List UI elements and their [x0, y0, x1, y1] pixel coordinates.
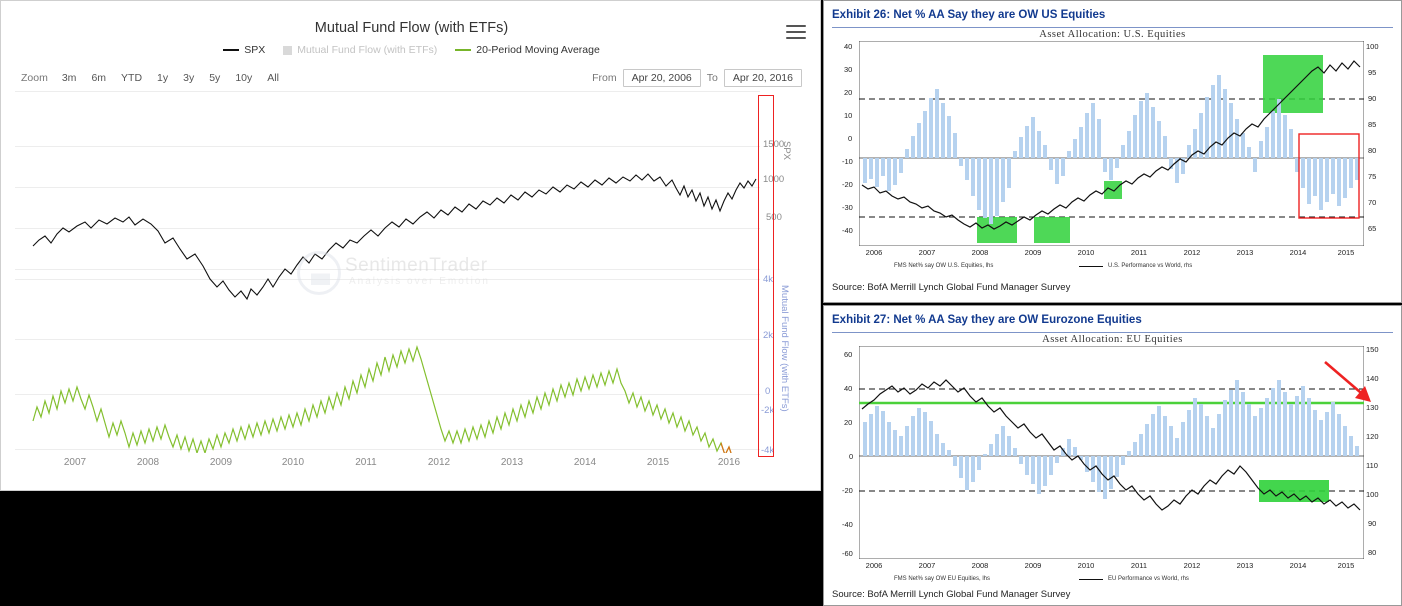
- legend-item-moving-average[interactable]: [455, 44, 600, 56]
- ex26-right-tick-100: 100: [1366, 42, 1379, 51]
- exhibit-26-divider: [832, 27, 1393, 28]
- watermark-logo-icon: [297, 251, 341, 295]
- zoom-option-3m[interactable]: 3m: [61, 72, 77, 84]
- ex27-right-tick-110: 110: [1366, 461, 1378, 470]
- x-tick-2014: 2014: [573, 457, 597, 468]
- flow-tick-4k: 4k: [763, 274, 774, 285]
- x-tick-2008: 2008: [136, 457, 160, 468]
- flow-tick-minus2k: -2k: [761, 405, 775, 416]
- ex26-x-2006: 2006: [865, 248, 883, 257]
- ex26-right-tick-65: 65: [1368, 224, 1377, 233]
- legend-label-fund-flow: Mutual Fund Flow (with ETFs): [297, 44, 438, 56]
- ex26-x-2011: 2011: [1130, 248, 1148, 257]
- mutual-fund-flow-chart-panel: [0, 0, 821, 491]
- ex27-right-tick-130: 130: [1366, 403, 1379, 412]
- ex26-right-tick-75: 75: [1368, 172, 1377, 181]
- date-range-controls: [592, 69, 802, 87]
- ex27-left-tick-m20: -20: [842, 486, 853, 495]
- ex27-chart-svg: [859, 346, 1364, 559]
- x-tick-2015: 2015: [646, 457, 670, 468]
- ex26-left-tick-40: 40: [844, 42, 853, 51]
- legend-swatch-moving-average: [455, 49, 471, 52]
- zoom-option-ytd[interactable]: YTD: [121, 72, 143, 84]
- ex26-right-tick-70: 70: [1368, 198, 1377, 207]
- axis-title-spx: SPX: [781, 141, 792, 161]
- ex27-left-tick-60: 60: [844, 350, 853, 359]
- zoom-option-6m[interactable]: 6m: [91, 72, 107, 84]
- x-tick-2016: 2016: [717, 457, 741, 468]
- ex27-left-tick-0: 0: [849, 452, 854, 461]
- x-tick-2011: 2011: [355, 457, 377, 468]
- ex26-right-tick-90: 90: [1368, 94, 1377, 103]
- flow-tick-2k: 2k: [763, 330, 774, 341]
- zoom-option-1y[interactable]: 1y: [157, 72, 169, 84]
- watermark-text: SentimenTrader: [345, 255, 488, 276]
- ex27-right-tick-80: 80: [1368, 548, 1377, 557]
- ex27-legend-line-swatch: [1079, 579, 1103, 580]
- ex27-footnote-line: EU Performance vs World, rhs: [1108, 576, 1189, 582]
- ex26-left-tick-m40: -40: [842, 226, 853, 235]
- ex27-left-tick-20: 20: [844, 418, 853, 427]
- x-tick-2007: 2007: [63, 457, 87, 468]
- ex26-x-2007: 2007: [918, 248, 936, 257]
- exhibit-27-source: Source: BofA Merrill Lynch Global Fund Manager Survey: [832, 589, 1071, 600]
- moving-average-line: [33, 347, 757, 453]
- ex27-x-2009: 2009: [1024, 561, 1042, 570]
- ex26-legend-line-swatch: [1079, 266, 1103, 267]
- spx-tick-500: 500: [766, 212, 782, 223]
- ex26-x-2014: 2014: [1289, 248, 1307, 257]
- legend-item-fund-flow[interactable]: [283, 44, 437, 56]
- ex27-x-2013: 2013: [1236, 561, 1254, 570]
- ex26-left-tick-10: 10: [844, 111, 853, 120]
- ex26-footnote-line: U.S. Performance vs World, rhs: [1108, 263, 1193, 269]
- ex26-left-tick-m30: -30: [842, 203, 853, 212]
- zoom-controls: [21, 70, 285, 86]
- ex26-x-2013: 2013: [1236, 248, 1254, 257]
- exhibit-26-source: Source: BofA Merrill Lynch Global Fund Manager Survey: [832, 282, 1071, 293]
- ex27-left-tick-40: 40: [844, 384, 853, 393]
- watermark-subtext: Analysis over Emotion: [349, 276, 490, 287]
- flow-tick-0: 0: [765, 386, 771, 397]
- hamburger-menu-icon[interactable]: [786, 25, 806, 39]
- ex27-right-tick-140: 140: [1366, 374, 1379, 383]
- spx-tick-1000: 1000: [763, 174, 785, 185]
- x-tick-2013: 2013: [500, 457, 524, 468]
- ex27-x-2006: 2006: [865, 561, 883, 570]
- ex27-x-2012: 2012: [1183, 561, 1201, 570]
- ex26-x-2015: 2015: [1337, 248, 1355, 257]
- ex27-right-tick-90: 90: [1368, 519, 1377, 528]
- ex26-left-tick-30: 30: [844, 65, 853, 74]
- legend-item-spx[interactable]: [223, 44, 265, 56]
- ex27-x-2007: 2007: [918, 561, 936, 570]
- exhibit-26-subtitle: Asset Allocation: U.S. Equities: [1039, 29, 1186, 40]
- chart-legend: [1, 44, 822, 56]
- ex26-right-tick-85: 85: [1368, 120, 1377, 129]
- from-label: From: [592, 72, 617, 84]
- ex27-x-2014: 2014: [1289, 561, 1307, 570]
- x-tick-2012: 2012: [427, 457, 451, 468]
- ex27-right-tick-150: 150: [1366, 345, 1379, 354]
- ex26-left-tick-20: 20: [844, 88, 853, 97]
- watermark: [297, 251, 557, 299]
- ex27-left-tick-m60: -60: [842, 549, 853, 558]
- x-tick-2010: 2010: [281, 457, 305, 468]
- ex26-left-tick-m10: -10: [842, 157, 853, 166]
- ex26-x-2009: 2009: [1024, 248, 1042, 257]
- exhibit-27-title: Exhibit 27: Net % AA Say they are OW Eurozone Equities: [832, 314, 1142, 326]
- zoom-option-all[interactable]: All: [267, 72, 279, 84]
- exhibit-26-panel: [823, 0, 1402, 303]
- to-date-input[interactable]: Apr 20, 2016: [724, 69, 802, 87]
- zoom-option-10y[interactable]: 10y: [235, 72, 253, 84]
- legend-label-moving-average: 20-Period Moving Average: [476, 44, 600, 56]
- page-title: Mutual Fund Flow (with ETFs): [314, 20, 509, 36]
- ex27-x-2010: 2010: [1077, 561, 1095, 570]
- highlight-box-recent-outflow: [758, 95, 774, 457]
- ex26-chart-svg: [859, 41, 1364, 246]
- red-arrow-icon: [1319, 358, 1389, 413]
- zoom-label: Zoom: [21, 72, 48, 84]
- flow-tick-minus4k: -4k: [761, 445, 775, 456]
- to-label: To: [706, 72, 718, 84]
- ex26-left-tick-m20: -20: [842, 180, 853, 189]
- from-date-input[interactable]: Apr 20, 2006: [623, 69, 701, 87]
- spx-tick-1500: 1500: [763, 139, 785, 150]
- ex26-x-2008: 2008: [971, 248, 989, 257]
- exhibit-27-subtitle: Asset Allocation: EU Equities: [1042, 334, 1183, 345]
- moving-average-recent-segment: [721, 443, 737, 453]
- legend-swatch-spx: [223, 49, 239, 51]
- exhibit-27-divider: [832, 332, 1393, 333]
- ex27-x-2008: 2008: [971, 561, 989, 570]
- ex26-right-tick-80: 80: [1368, 146, 1377, 155]
- ex26-left-tick-0: 0: [848, 134, 853, 143]
- legend-swatch-fund-flow: [283, 46, 292, 55]
- ex27-x-2011: 2011: [1130, 561, 1148, 570]
- ex26-footnote-bars: FMS Net% say OW U.S. Equities, lhs: [894, 263, 994, 269]
- ex26-right-tick-95: 95: [1368, 68, 1377, 77]
- ex26-x-2010: 2010: [1077, 248, 1095, 257]
- ex27-right-tick-100: 100: [1366, 490, 1379, 499]
- ex27-x-2015: 2015: [1337, 561, 1355, 570]
- ex27-left-tick-m40: -40: [842, 520, 853, 529]
- ex27-right-tick-120: 120: [1366, 432, 1379, 441]
- legend-label-spx: SPX: [244, 44, 266, 56]
- zoom-option-5y[interactable]: 5y: [209, 72, 221, 84]
- ex26-x-2012: 2012: [1183, 248, 1201, 257]
- axis-title-fund-flow: Mutual Fund Flow (with ETFs): [779, 285, 790, 412]
- ex27-footnote-bars: FMS Net% say OW EU Equities, lhs: [894, 576, 991, 582]
- zoom-option-3y[interactable]: 3y: [183, 72, 195, 84]
- exhibit-27-panel: [823, 305, 1402, 606]
- exhibit-26-title: Exhibit 26: Net % AA Say they are OW US Equities: [832, 9, 1106, 21]
- x-axis-labels: [15, 457, 760, 475]
- x-tick-2009: 2009: [209, 457, 233, 468]
